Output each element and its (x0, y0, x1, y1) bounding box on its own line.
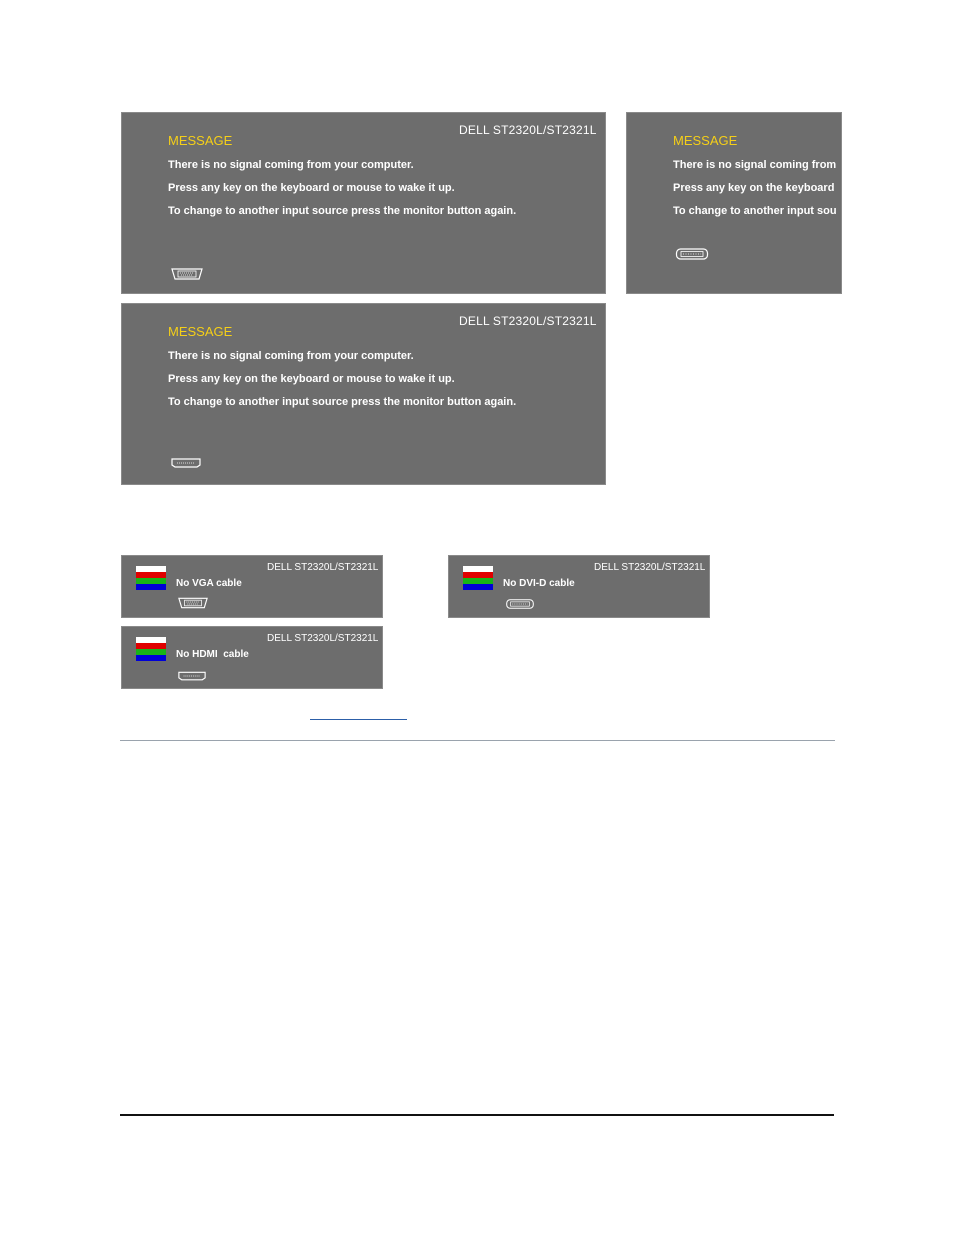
vga-connector-icon (177, 596, 209, 610)
cable-status-label: No HDMI cable (176, 649, 249, 660)
color-bars-icon (136, 637, 166, 661)
model-name: DELL ST2320L/ST2321L (267, 562, 379, 573)
model-name: DELL ST2320L/ST2321L (594, 562, 706, 573)
message-title: MESSAGE (168, 324, 233, 339)
no-cable-panel-dvi (448, 555, 710, 618)
model-name: DELL ST2320L/ST2321L (267, 633, 379, 644)
message-line-3: To change to another input sou (673, 205, 837, 217)
model-name: DELL ST2320L/ST2321L (459, 314, 597, 328)
dvi-connector-icon (675, 247, 709, 261)
cable-status-label: No VGA cable (176, 578, 242, 589)
model-name: DELL ST2320L/ST2321L (459, 123, 597, 137)
message-line-2: Press any key on the keyboard (673, 182, 835, 194)
message-line-1: There is no signal coming from your computer. (168, 350, 414, 362)
no-signal-message-hdmi (121, 303, 606, 485)
message-line-2: Press any key on the keyboard or mouse to wake it up. (168, 182, 455, 194)
section-divider (120, 740, 835, 741)
cable-status-label: No DVI-D cable (503, 578, 575, 589)
message-line-3: To change to another input source press the monitor button again. (168, 205, 517, 217)
vga-connector-icon (170, 267, 204, 281)
hdmi-connector-icon (170, 457, 202, 469)
dvi-connector-icon (504, 598, 536, 610)
back-to-contents-link[interactable] (310, 719, 407, 720)
footer-rule (120, 1114, 834, 1116)
message-line-3: To change to another input source press the monitor button again. (168, 396, 517, 408)
no-cable-panel-hdmi (121, 626, 383, 689)
no-signal-message-vga (121, 112, 606, 294)
color-bars-icon (463, 566, 493, 590)
no-cable-panel-vga (121, 555, 383, 618)
message-line-1: There is no signal coming from (673, 159, 837, 171)
color-bars-icon (136, 566, 166, 590)
message-title: MESSAGE (168, 133, 233, 148)
no-signal-message-dvi (626, 112, 842, 294)
message-title: MESSAGE (673, 133, 738, 148)
message-line-2: Press any key on the keyboard or mouse to wake it up. (168, 373, 455, 385)
hdmi-connector-icon (177, 670, 207, 682)
message-line-1: There is no signal coming from your computer. (168, 159, 414, 171)
